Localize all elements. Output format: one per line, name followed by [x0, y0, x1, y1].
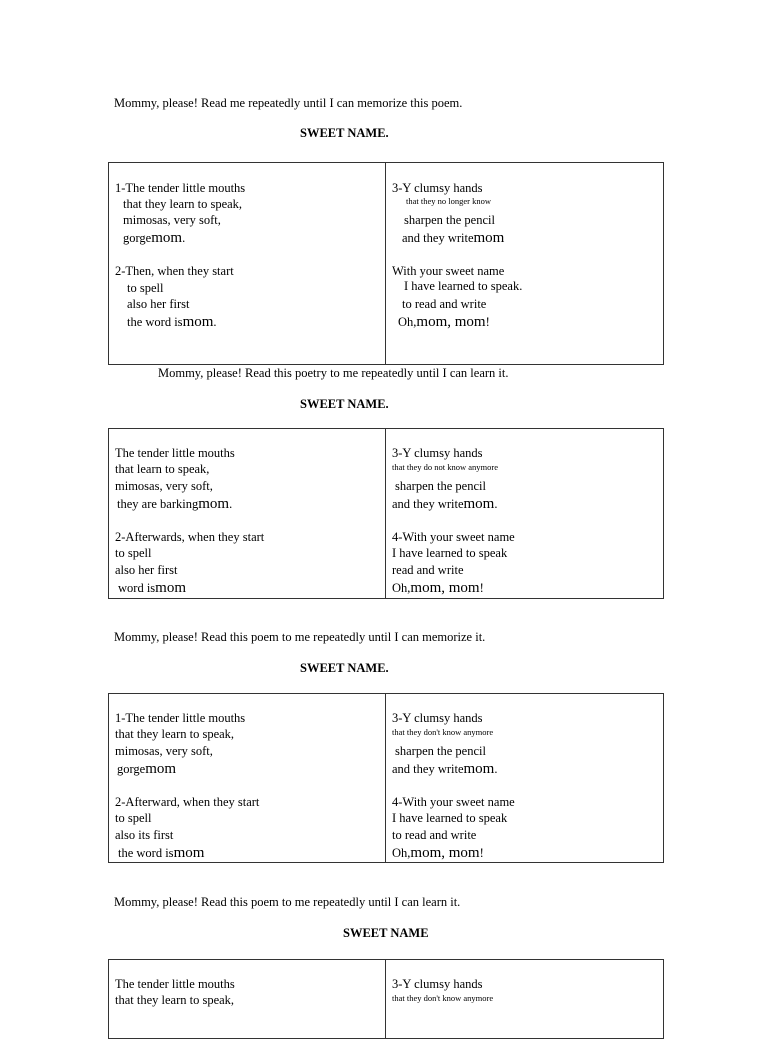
poem-line [398, 315, 490, 330]
poem-column-left [109, 429, 386, 598]
poem-line: that they learn to speak, [123, 197, 243, 211]
poem-line [392, 846, 484, 861]
poem-column-left [109, 694, 386, 862]
poem-line: 3-Y clumsy hands [392, 181, 483, 195]
poem-column-right [386, 960, 663, 1038]
poem-line: 4-With your sweet name [392, 795, 515, 809]
mom-word: mom, mom [410, 845, 480, 861]
poem-word: they are barking [117, 497, 199, 511]
poem-title: SWEET NAME. [300, 661, 389, 675]
poem-line: sharpen the pencil [404, 213, 495, 227]
poem-column-left [109, 960, 386, 1038]
mom-word: mom [463, 761, 495, 777]
poem-line: 4-With your sweet name [392, 530, 515, 544]
mom-word: mom [173, 845, 205, 861]
poem-column-right [386, 163, 663, 364]
poem-line: 1-The tender little mouths [115, 181, 246, 195]
mom-word: mom [151, 230, 183, 246]
poem-line [392, 497, 497, 512]
poem-word: word is [118, 581, 156, 595]
poem-line: 2-Afterwards, when they start [115, 530, 265, 544]
poem-line: 3-Y clumsy hands [392, 977, 483, 991]
mom-word: mom [198, 496, 230, 512]
poem-column-right [386, 694, 663, 862]
poem-line: The tender little mouths [115, 977, 235, 991]
poem-word: the word is [118, 846, 174, 860]
poem-word: gorge [123, 231, 152, 245]
intro-text: Mommy, please! Read this poem to me repeatedly until I can memorize it. [114, 630, 486, 644]
poem-line: 2-Then, when they start [115, 264, 234, 278]
poem-word: and they write [392, 497, 464, 511]
poem-line [117, 497, 232, 512]
poem-word: Oh, [392, 581, 411, 595]
mom-word: mom, mom [410, 580, 480, 596]
poem-line: also her first [127, 297, 190, 311]
poem-line: that they do not know anymore [392, 462, 498, 472]
punctuation: ! [479, 581, 484, 595]
mom-word: mom [473, 230, 505, 246]
poem-table [108, 162, 664, 365]
poem-table [108, 693, 664, 863]
poem-line: that learn to speak, [115, 462, 210, 476]
poem-line: that they no longer know [406, 196, 491, 206]
intro-text: Mommy, please! Read this poem to me repeatedly until I can learn it. [114, 895, 461, 909]
poem-line: that they learn to speak, [115, 727, 235, 741]
poem-line: mimosas, very soft, [115, 744, 213, 758]
mom-word: mom [463, 496, 495, 512]
poem-title: SWEET NAME. [300, 126, 389, 140]
poem-line: 2-Afterward, when they start [115, 795, 260, 809]
poem-line [402, 231, 504, 246]
poem-line: that they learn to speak, [115, 993, 235, 1007]
poem-line: to spell [115, 546, 152, 560]
poem-title: SWEET NAME. [300, 397, 389, 411]
punctuation: . [182, 231, 186, 245]
poem-word: and they write [402, 231, 474, 245]
poem-column-right [386, 429, 663, 598]
mom-word: mom [182, 314, 214, 330]
intro-text: Mommy, please! Read me repeatedly until I can memorize this poem. [114, 96, 463, 110]
poem-word: and they write [392, 762, 464, 776]
intro-text: Mommy, please! Read this poetry to me repeatedly until I can learn it. [158, 366, 509, 380]
poem-line: I have learned to speak [392, 811, 508, 825]
poem-line: to spell [127, 281, 164, 295]
mom-word: mom, mom [416, 314, 486, 330]
poem-table [108, 428, 664, 599]
poem-line [118, 581, 186, 596]
poem-line: 3-Y clumsy hands [392, 446, 483, 460]
punctuation: . [229, 497, 233, 511]
poem-line: that they don't know anymore [392, 727, 494, 737]
poem-word: Oh, [392, 846, 411, 860]
poem-word: Oh, [398, 315, 417, 329]
punctuation: . [494, 762, 498, 776]
punctuation: ! [479, 846, 484, 860]
poem-line: I have learned to speak [392, 546, 508, 560]
poem-line: sharpen the pencil [395, 744, 486, 758]
poem-line: also her first [115, 563, 178, 577]
punctuation: . [494, 497, 498, 511]
poem-title: SWEET NAME [343, 926, 429, 940]
poem-line: to read and write [402, 297, 487, 311]
poem-line: I have learned to speak. [404, 279, 523, 293]
poem-line [127, 315, 217, 330]
poem-line: also its first [115, 828, 174, 842]
poem-word: the word is [127, 315, 183, 329]
poem-line: mimosas, very soft, [115, 479, 213, 493]
poem-line [118, 846, 204, 861]
punctuation: . [213, 315, 217, 329]
poem-line: sharpen the pencil [395, 479, 486, 493]
poem-line [123, 231, 185, 246]
poem-column-left [109, 163, 386, 364]
poem-line: mimosas, very soft, [123, 213, 221, 227]
poem-line: to read and write [392, 828, 477, 842]
poem-word: gorge [117, 762, 146, 776]
poem-line: The tender little mouths [115, 446, 235, 460]
poem-line: 1-The tender little mouths [115, 711, 246, 725]
poem-table [108, 959, 664, 1039]
poem-line: read and write [392, 563, 464, 577]
poem-line [117, 762, 176, 777]
poem-line [392, 762, 497, 777]
mom-word: mom [145, 761, 177, 777]
poem-line [392, 581, 484, 596]
poem-line: With your sweet name [392, 264, 505, 278]
punctuation: ! [485, 315, 490, 329]
poem-line: that they don't know anymore [392, 993, 494, 1003]
poem-line: 3-Y clumsy hands [392, 711, 483, 725]
poem-line: to spell [115, 811, 152, 825]
mom-word: mom [155, 580, 186, 596]
